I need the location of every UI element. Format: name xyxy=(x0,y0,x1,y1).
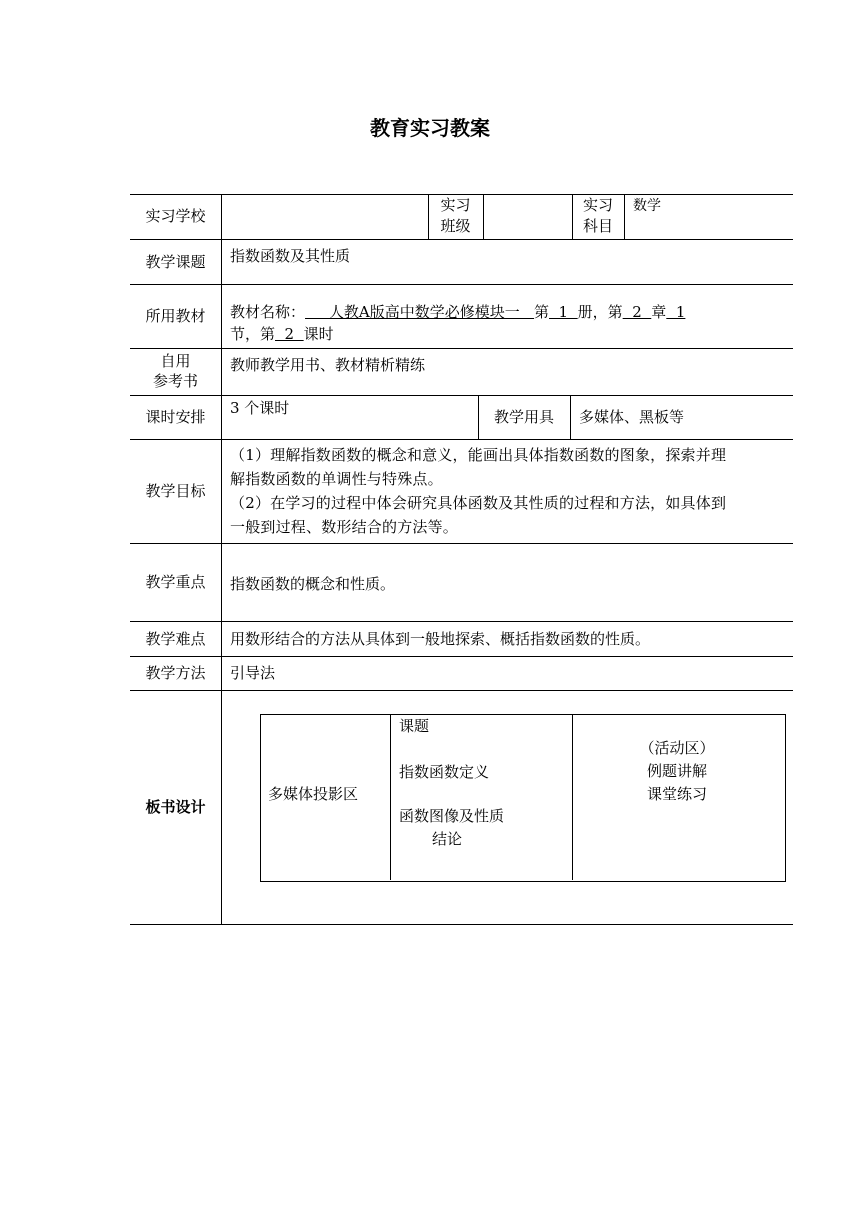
column-divider xyxy=(624,194,625,239)
textbook-prefix: 教材名称： xyxy=(230,303,306,321)
row-divider xyxy=(130,395,793,396)
row-divider xyxy=(130,543,793,544)
topic-label: 教学课题 xyxy=(145,253,206,271)
class-label: 实习 班级 xyxy=(440,196,471,235)
goals-text xyxy=(230,443,792,539)
textbook-value xyxy=(230,301,790,345)
schedule-value: 3 个课时 xyxy=(230,399,290,417)
board-item: 课堂练习 xyxy=(646,785,707,803)
label-column-divider xyxy=(221,194,222,924)
row-divider xyxy=(130,621,793,622)
topic-value: 指数函数及其性质 xyxy=(230,247,351,265)
subject-value: 数学 xyxy=(633,198,661,214)
reference-label xyxy=(130,351,221,391)
board-item: 例题讲解 xyxy=(646,762,707,780)
reference-label-line: 自用 xyxy=(160,352,191,370)
row-divider xyxy=(130,656,793,657)
textbook-text: 册，第 xyxy=(577,303,623,321)
method-value: 引导法 xyxy=(230,664,276,682)
textbook-name: 人教A版高中数学必修模块一 xyxy=(305,303,534,321)
row-divider xyxy=(130,239,793,240)
table-border-bottom xyxy=(130,924,793,925)
reference-label-line: 参考书 xyxy=(152,372,198,390)
goals-line: （2）在学习的过程中体会研究具体函数及其性质的过程和方法，如具体到 xyxy=(230,494,727,512)
textbook-lesson: 2 xyxy=(275,325,304,343)
key-points-value: 指数函数的概念和性质。 xyxy=(230,575,396,593)
row-divider xyxy=(130,690,793,691)
textbook-text: 章 xyxy=(651,303,667,321)
textbook-section: 1 xyxy=(666,303,686,321)
textbook-text: 节，第 xyxy=(230,325,276,343)
method-label: 教学方法 xyxy=(145,664,206,682)
row-divider xyxy=(130,348,793,349)
board-projection-area: 多媒体投影区 xyxy=(268,785,359,803)
textbook-text: 课时 xyxy=(303,325,334,343)
board-item: 结论 xyxy=(432,830,463,848)
board-item: 指数函数定义 xyxy=(399,763,490,781)
reference-value: 教师教学用书、教材精析精练 xyxy=(230,356,426,374)
board-design-label: 板书设计 xyxy=(145,798,206,816)
goals-label: 教学目标 xyxy=(145,482,206,500)
board-item: （活动区） xyxy=(639,739,715,757)
board-item: 函数图像及性质 xyxy=(399,807,505,825)
column-divider xyxy=(483,194,484,239)
difficulties-value: 用数形结合的方法从具体到一般地探索、概括指数函数的性质。 xyxy=(230,630,651,648)
difficulties-label: 教学难点 xyxy=(145,630,206,648)
row-divider xyxy=(130,439,793,440)
textbook-label: 所用教材 xyxy=(145,307,206,325)
schedule-label: 课时安排 xyxy=(145,408,206,426)
textbook-chapter: 2 xyxy=(622,303,652,321)
column-divider xyxy=(570,395,571,439)
goals-line: （1）理解指数函数的概念和意义，能画出具体指数函数的图象，探索并理 xyxy=(230,446,727,464)
school-label: 实习学校 xyxy=(145,207,206,225)
textbook-text: 第 xyxy=(534,303,550,321)
textbook-volume: 1 xyxy=(549,303,578,321)
goals-line: 一般到过程、数形结合的方法等。 xyxy=(230,518,459,536)
board-divider xyxy=(390,714,391,880)
goals-line: 解指数函数的单调性与特殊点。 xyxy=(230,470,443,488)
row-divider xyxy=(130,284,793,285)
tools-value: 多媒体、黑板等 xyxy=(579,408,685,426)
tools-label: 教学用具 xyxy=(493,408,554,426)
page-title: 教育实习教案 xyxy=(370,116,490,140)
board-item: 课题 xyxy=(399,717,430,735)
subject-label: 实习 科目 xyxy=(582,196,613,235)
key-points-label: 教学重点 xyxy=(145,573,206,591)
